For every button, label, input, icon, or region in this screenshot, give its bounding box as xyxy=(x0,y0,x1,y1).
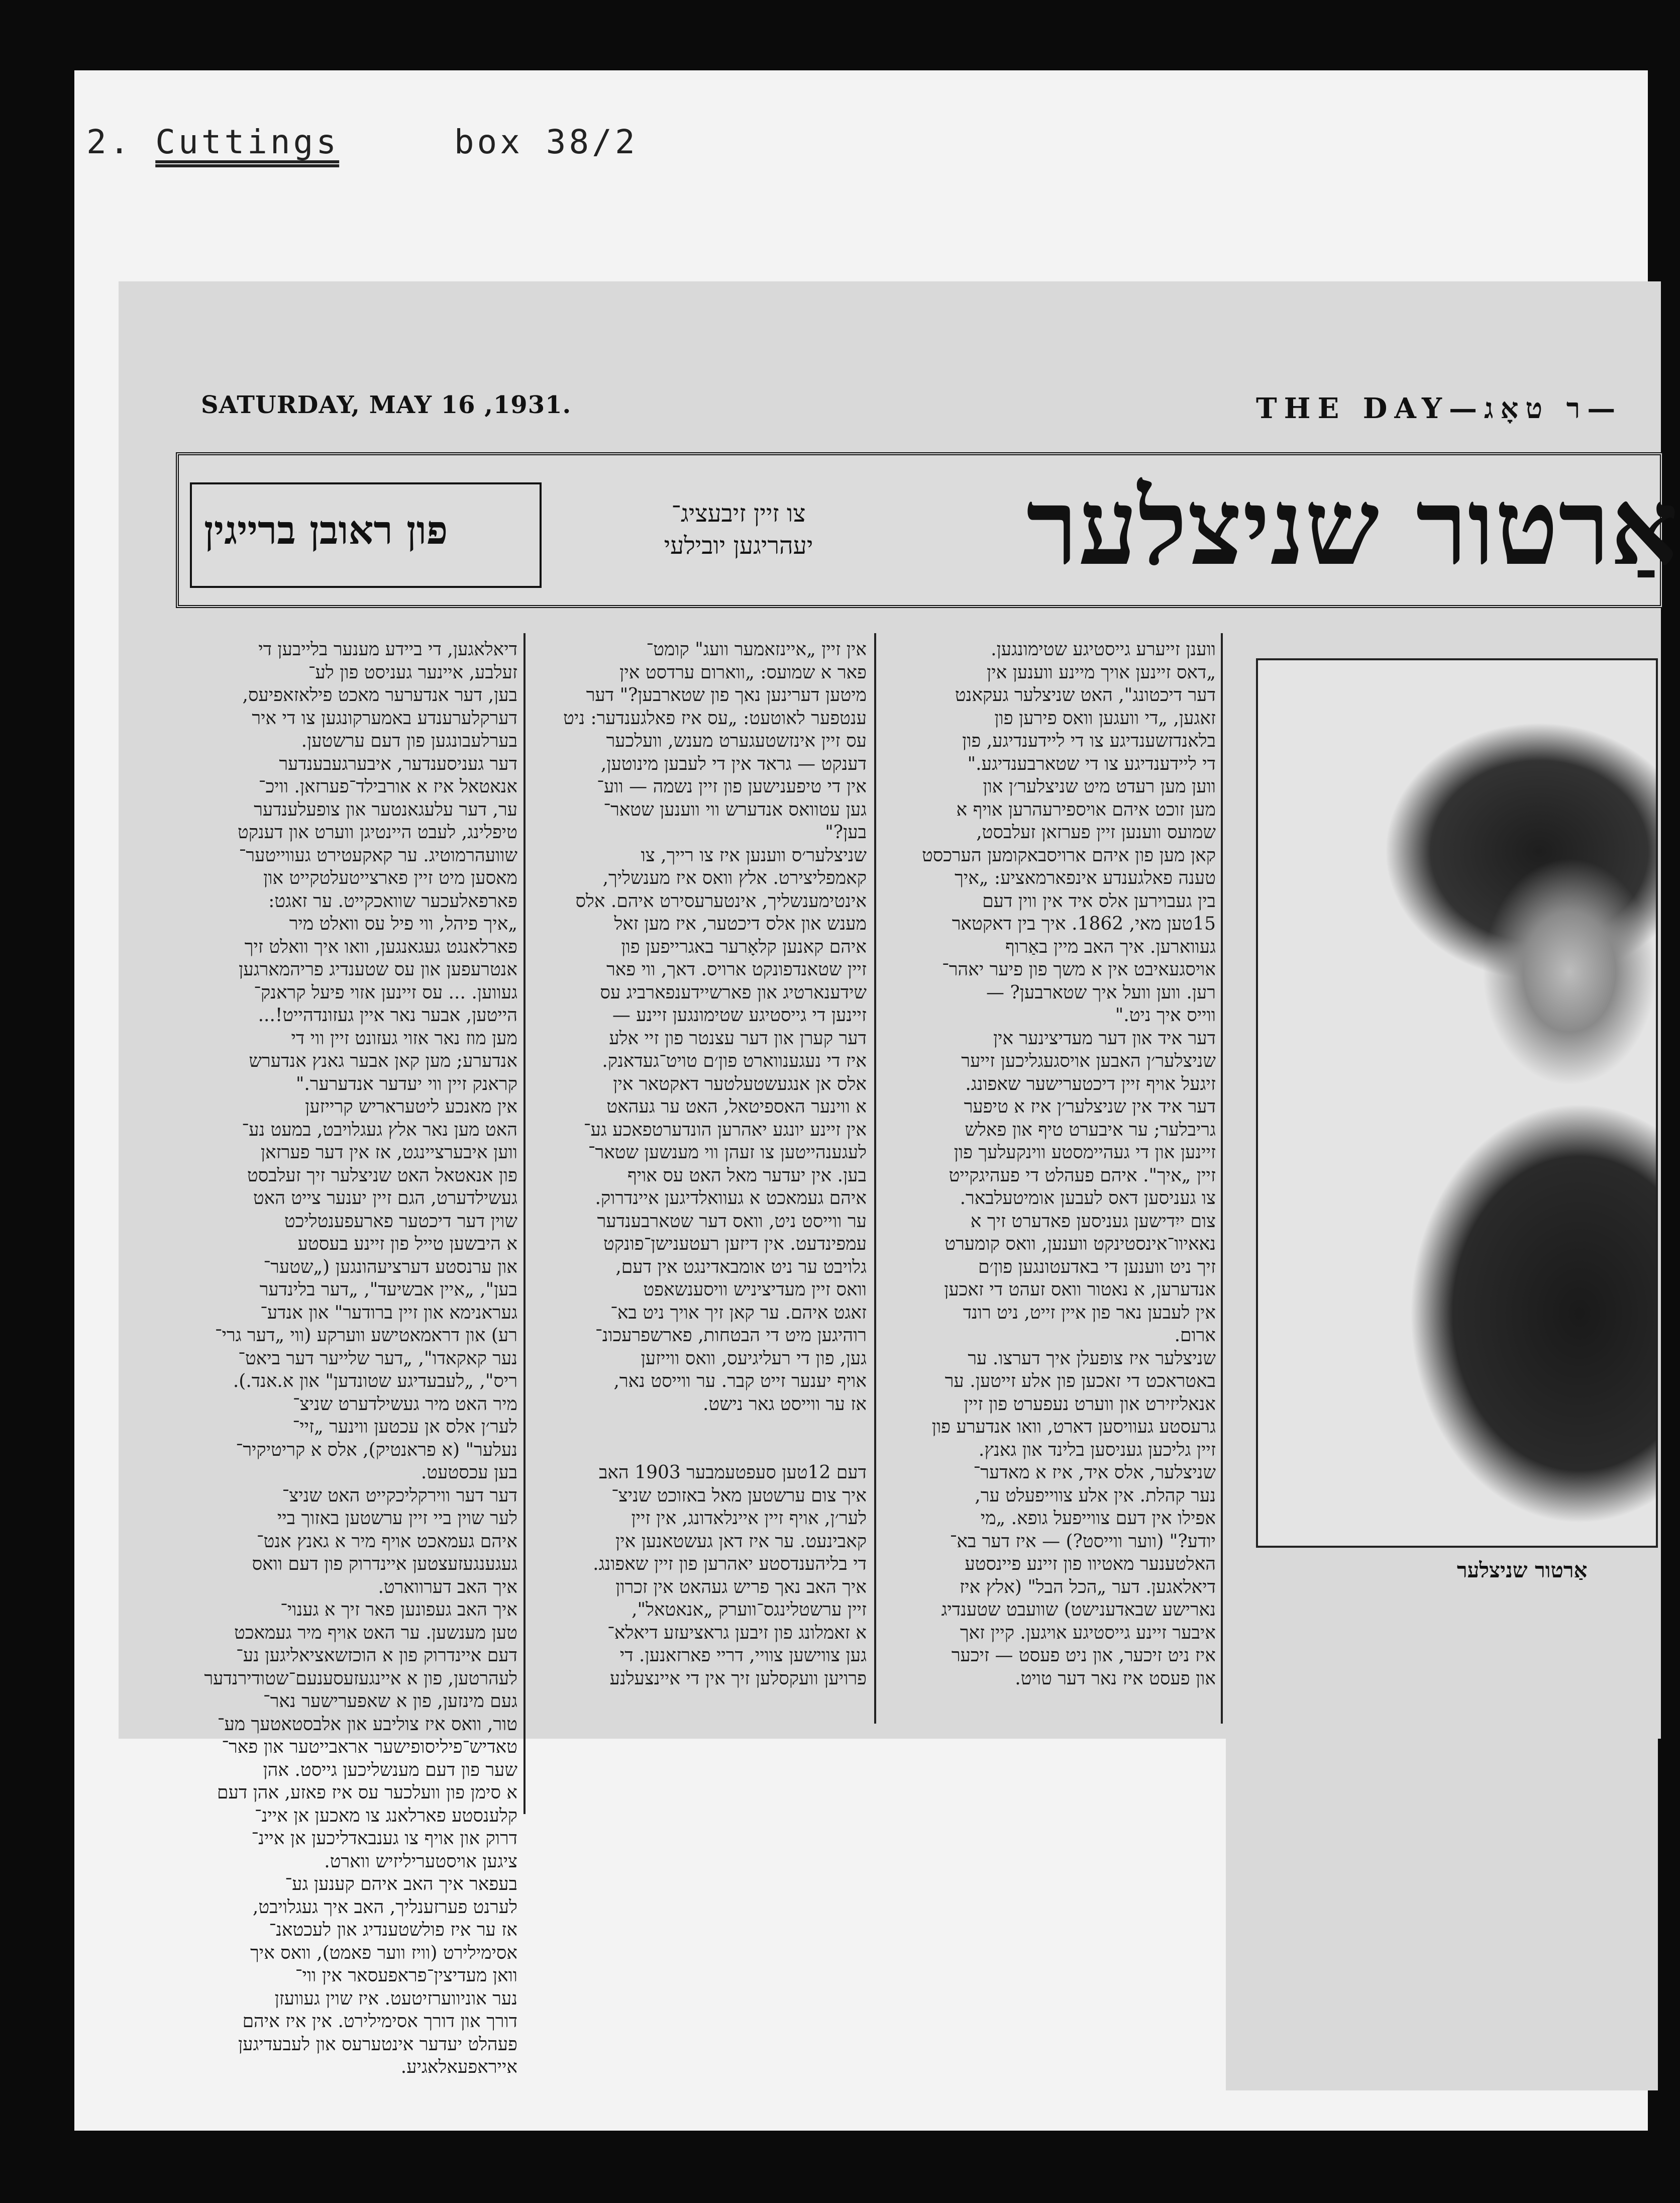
newspaper-masthead: THE DAY—ר טאָג— xyxy=(1256,392,1623,425)
archive-label-section: Cuttings xyxy=(155,123,340,161)
photo-caption: אַרטור שניצלער xyxy=(1457,1558,1588,1582)
archive-label-box: box 38/2 xyxy=(454,123,638,161)
article-subhead: צו זיין זיבעציג־ יעהריגען יובילעי xyxy=(664,499,813,560)
article-column-3: דיאלאגען, די ביידע מענער בלייבען די זעלבע, איינער געניסט פון לע־ בען, דער אנדערער מאכט פילאזאפיעס, דערקלערענדע באמערקונגען צו די איר בערלעבונגען פון דעם ערשטען. דער געניסענדער, איבערגעבענדער אנאטאל איז א אורבילד־פערזאן. וויכ־ ער, דער עלעגאנטער און צופעלענדער טיפלינג, לעבט היינטיגן ווערט און דענקט שוועהרמוטיג. ער קאקעטירט געווייטער־ מאסען מיט זיין פארצייטעלטקייט און פארפאלעכער שוואכקייט. ער זאגט: „איך פיהל, ווי פיל עס וואלט מיר פארלאנגט געגאנגען, וואו איך וואלט זיך אנטרעפען און עס שטענדיג פריהמארגען געווען. ... עס זיינען אזוי פיעל קראנק־ הייטען, אבער נאר איין געזונדהייט!... מען מוז נאר אזוי געזונט זיין ווי די אנדערע; מען קאן אבער גאנץ אנדערש קראנק זיין ווי יעדער אנדערער." אין מאנכע ליטעראריש קרייזען האט מען נאר אלץ געגלויבט, במעט נע־ ווען איבערציינגט, אז אין דער פערזאן פון אנאטאל האט שניצלער זיך זעלבסט געשילדערט, הגם זיין יענער צייט האט שוין דער דיכטער פארעפענטליכט א היבשען טייל פון זיינע בעסטע און ערנסטע דערציעהונגען („שטער־ בען", „איין אבשיעד", „דער בלינדער געראנימא און זיין ברודער" און אנדע־ רע) און דראמאטישע ווערקע (ווי „דער גרי־ נער קאקאדו", „דער שלייער דער ביאט־ ריס", „לעבעדיגע שטונדען" און א.אנד.). מיר האט מיר געשילדערט שניצ־ לער׳ן אלס אן עכטען ווינער „זיי־ נעלער" (א פראנטיק), אלס א קריטיקיר־ בען עכסטעט. דער דער ווירקליכקייט האט שניצ־ לער שוין ביי זיין ערשטען באזוך ביי איהם געמאכט אויף מיר א גאנץ אנט־ געגענגעזעצטען איינדרוק פון דעם וואס איך האב דערווארט. איך האב געפונען פאר זיך א גענוי־ טען מענשען. ער האט אויף מיר געמאכט דעם איינדרוק פון א הוכזשאציאליגען נע־ לעהרטען, פון א איינגעזעסענעם־שטודירנדער געם מינזען, פון א שאפערישער נאר־ טור, וואס איז צוליבע און אלבסטאטעך מע־ טאדיש־פיליסופישער אראבייטער און פאר־ שער פון דעם מענשליכען גייסט. אהן א סימן פון וועלכער עס איז פאזע, אהן דעם קלענסטע פארלאנג צו מאכען אן איינ־ דרוק און אויף צו גענבאדליכען אן איינ־ ציגען אויסטעריליזיש ווארט. בעפאר איך האב איהם קענען גע־ לערנט פערזענליך, האב איך געגלויבט, אז ער איז פולשטענדיג און לעכטאנ־ אסימילירט (וויז ווער פאמט), וואס איך וואן מעדיצין־פראפעסאר אין ווי־ נער אוניווערזיטעט. איז שוין געוועזן דורך און דורך אסימילירט. אין איז איהם פעהלט יעדער אינטערעס און לעבעדיגען אייראפעאלאגיע. xyxy=(204,639,517,2077)
column-rule xyxy=(523,633,526,1814)
clipping-lower-fragment xyxy=(1226,1698,1658,2090)
article-headline: אַרטור שניצלער xyxy=(1026,465,1678,589)
article-byline: פון ראובן ברייגין xyxy=(204,508,448,553)
article-column-2: אין זיין „איינזאמער וועג" קומט־ פאר א שמועס: „ווארום ערדסט אין מיטען דערינען נאך פון שטארבען?" דער ענטפער לאוטעט: „עס איז פאלגענדער: ניט עס זיין אינזשטעגערט מענש, וועלכער דענקט — גראד אין די לעבען מינוטען, אין די טיפענישען פון זיין נשמה — ווע־ גען עטוואס אנדערש ווי ווענען שטאר־ בען?" שניצלער׳ס ווענען איז צו רייך, צו קאמפליצירט. אלץ וואס איז מענשליך, אינטימענשליך, אינטערעסירט איהם. אלס מענש און אלס דיכטער, איז מען זאל איהם קאנען קלאָרער באגרייפען פון זיין שטאנדפונקט ארויס. דאך, ווי פאר שידענארטיג און פארשיידענפארביג עס זיינען די גייסטיגע שטימונגען זיינע — דער קערן און דער עצנטר פון זיי אלע איז די נעגענווארט פון׳ם טויט־געדאנק. אלס אן אנגעשטעלטער דאקטאר אין א ווינער האספיטאל, האט ער געהאט אין זיינע יונגע יאהרען הונדערטפאכע גע־ לעגענהייטען צו זעהן ווי מענשען שטאר־ בען. אין יעדער מאל האט עס אויף איהם געמאכט א געוואלדיגען איינדרוק. ער ווייסט ניט, וואס דער שטארבענדער עמפינדעט. אין דיזען רעטענישן־פונקט גלויבט ער ניט אומבאדינגט אין דעם, וואס זיין מעדיציניש וויסענשאפט זאגט איהם. ער קאן זיך אויך ניט בא־ רוהיגען מיט די הבטחות, פארשפרעכונ־ גען, פון די רעליגיעס, וואס ווייזען אויף יענער זייט קבר. ער ווייסט נאר, אז ער ווייסט גאר נישט. דעם 12טען סעפטעמבער 1903 האב איך צום ערשטען מאל באזוכט שניצ־ לער׳ן, אויף זיין איינלאדונג, אין זיין קאבינעט. ער איז דאן געשטאנען אין די בליהענדסטע יאהרען פון זיין שאפונג. איך האב נאך פריש געהאט אין זכרון זיין ערשטלינגס־ווערק „אנאטאל", א זאמלונג פון זיבען גראציעזע דיאלא־ גען צווישען צוויי, דריי פארזאנען. די פרויען וועקסלען זיך אין די איינצעלנע xyxy=(563,639,867,1689)
column-rule xyxy=(1221,633,1223,1724)
archive-label-prefix: 2. xyxy=(86,123,133,161)
article-column-1: ווענן זייערע גייסטיגע שטימונגען. „דאס זיינען אויך מיינע ווענען אין דער דיכטונג", האט שניצלער געקאנט זאגען, „די וועגען וואס פירען פון בלאנדזשענדיגע צו די ליידענדיגע, פון די ליידענדיגע צו די שטארבענדיגע." ווען מען רעדט מיט שניצלער׳ן און מען זוכט איהם אויספירעהרען אויף א שמועס ווענען זיין פערזאן זעלבסט, קאן מען פון איהם ארויסבאקומען הערכסט טענה פאלגענדע אינפארמאציע: „איך בין געבוירען אלס איד אין ווין דעם 15טען מאי, 1862. איך בין דאקטאר געווארען. איך האב מיין באַרוף אויסגעאיבט אין א משך פון פיער יאהר־ רען. ווען וועל איך שטארבען? — ווייס איך ניט." דער איד און דער מעדיצינער אין שניצלער׳ן האבען אויסגעגליכען זייער זיגעל אויף זיין דיכטערישער שאפונג. דער איד אין שניצלער׳ן איז א טיפער גריבלער; ער איבערט טיף און פאלש זיינען און די געהיימסטע ווינקעלעך פון זיין „איך". איהם פעהלט די פעהיגקייט צו געניסען דאס לעבען אומיטעלבאר. צום ייִדישען געניסען פאדערט זיך א נאאיוו־אינסטינקט ווענען, וואס קומערט זיך ניט ווענען די באדעטונגען פון׳ם אנדערען, א נאטור וואס זעהט די זאכען אין לעבען נאר פון איין זייט, ניט רונד ארום. שניצלער איז צופעלן איך דערצו. ער באטראכט די זאכען פון אלע זייטען. ער אנאליזירט און ווערט נעפערט פון זיין גרעסטע געוויסען דארט, וואו אנדערע פון זיין גליכען געניסען בלינד און גאנץ. שניצלער, אלס איד, איז א מאדער־ נער קהלת. אין אלע צווייפעלט ער, אפילו אין דעם צווייפעל גופא. „מי יודע?" (ווער ווייסט?) — איז דער בא־ האלטענער מאטיוו פון זיינע פיינסטע דיאלאגען. דער „הכל הבל" (אלץ איז נארישע שבאדענישט) שוועבט שטענדיג איבער זיינע גייסטיגע אויגען. קיין זאך איז ניט זיכער, און ניט פעסט — זיכער און פעסט איז נאר דער טויט. xyxy=(922,639,1216,1689)
issue-date: SATURDAY, MAY 16 ,1931. xyxy=(201,391,572,419)
scan-border-bottom xyxy=(0,2131,1680,2203)
scan-border-top xyxy=(0,0,1680,70)
column-rule xyxy=(874,633,876,1724)
portrait-photo xyxy=(1256,658,1658,1548)
archive-label xyxy=(86,123,638,161)
